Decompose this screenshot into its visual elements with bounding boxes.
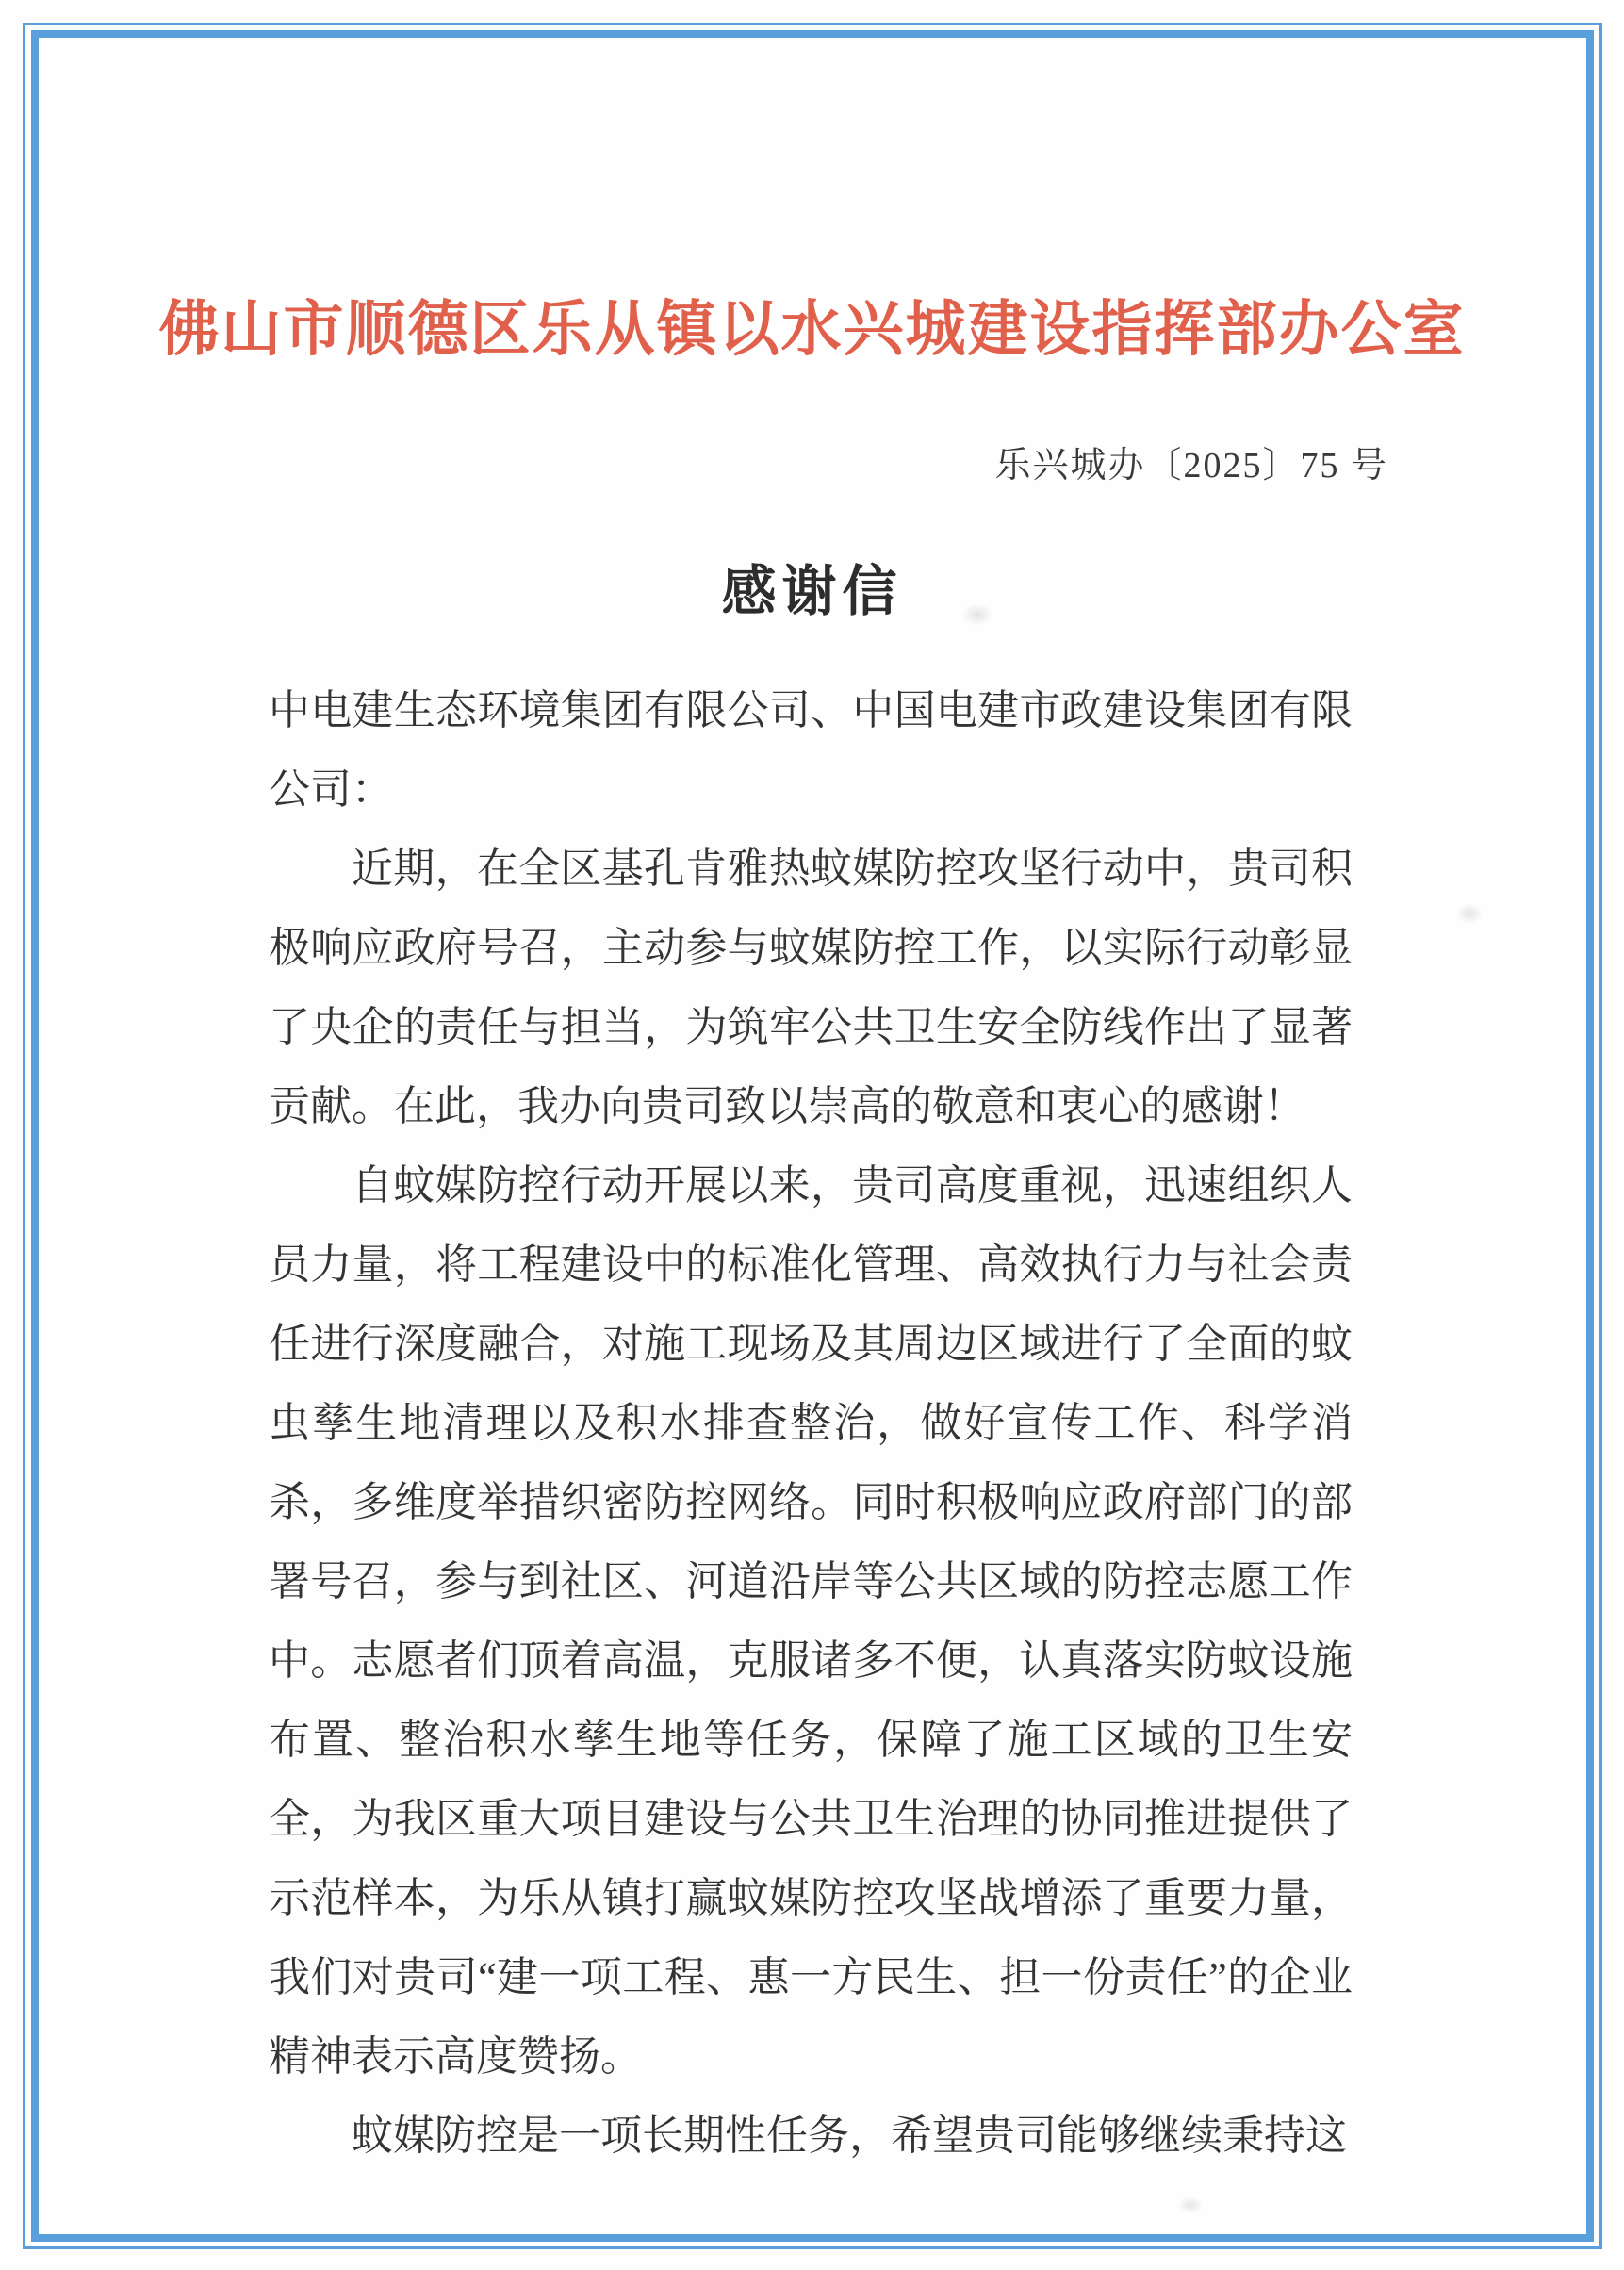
body-paragraph: 自蚊媒防控行动开展以来，贵司高度重视，迅速组织人员力量，将工程建设中的标准化管理、高效执行力与社会责任进行深度融合，对施工现场及其周边区域进行了全面的蚊虫孳生地清理以及积水排查整治，做好宣传工作、科学消杀，多维度举措织密防控网络。同时积极响应政府部门的部署号召，参与到社区、河道沿岸等公共区域的防控志愿工作中。志愿者们顶着高温，克服诸多不便，认真落实防蚊设施布置、整治积水孳生地等任务，保障了施工区域的卫生安全，为我区重大项目建设与公共卫生治理的协同推进提供了示范样本，为乐从镇打赢蚊媒防控攻坚战增添了重要力量，我们对贵司“建一项工程、惠一方民生、担一份责任”的企业精神表示高度赞扬。 — [269, 1162, 1353, 2080]
body-paragraph: 近期，在全区基孔肯雅热蚊媒防控攻坚行动中，贵司积极响应政府号召，主动参与蚊媒防控工作，以实际行动彰显了央企的责任与担当，为筑牢公共卫生安全防线作出了显著贡献。在此，我办向贵司致以崇高的敬意和衷心的感谢！ — [269, 846, 1353, 1129]
scan-artifact — [1178, 2196, 1203, 2213]
letter-body — [269, 671, 1353, 2176]
org-letterhead: 佛山市顺德区乐从镇以水兴城建设指挥部办公室 — [158, 296, 1466, 363]
salutation: 中电建生态环境集团有限公司、中国电建市政建设集团有限公司： — [269, 687, 1353, 813]
letter-title: 感谢信 — [721, 561, 903, 622]
body-paragraph: 蚊媒防控是一项长期性任务，希望贵司能够继续秉持这 — [352, 2113, 1347, 2159]
scan-artifact — [1456, 903, 1483, 924]
doc-number: 乐兴城办〔2025〕75 号 — [994, 446, 1388, 485]
